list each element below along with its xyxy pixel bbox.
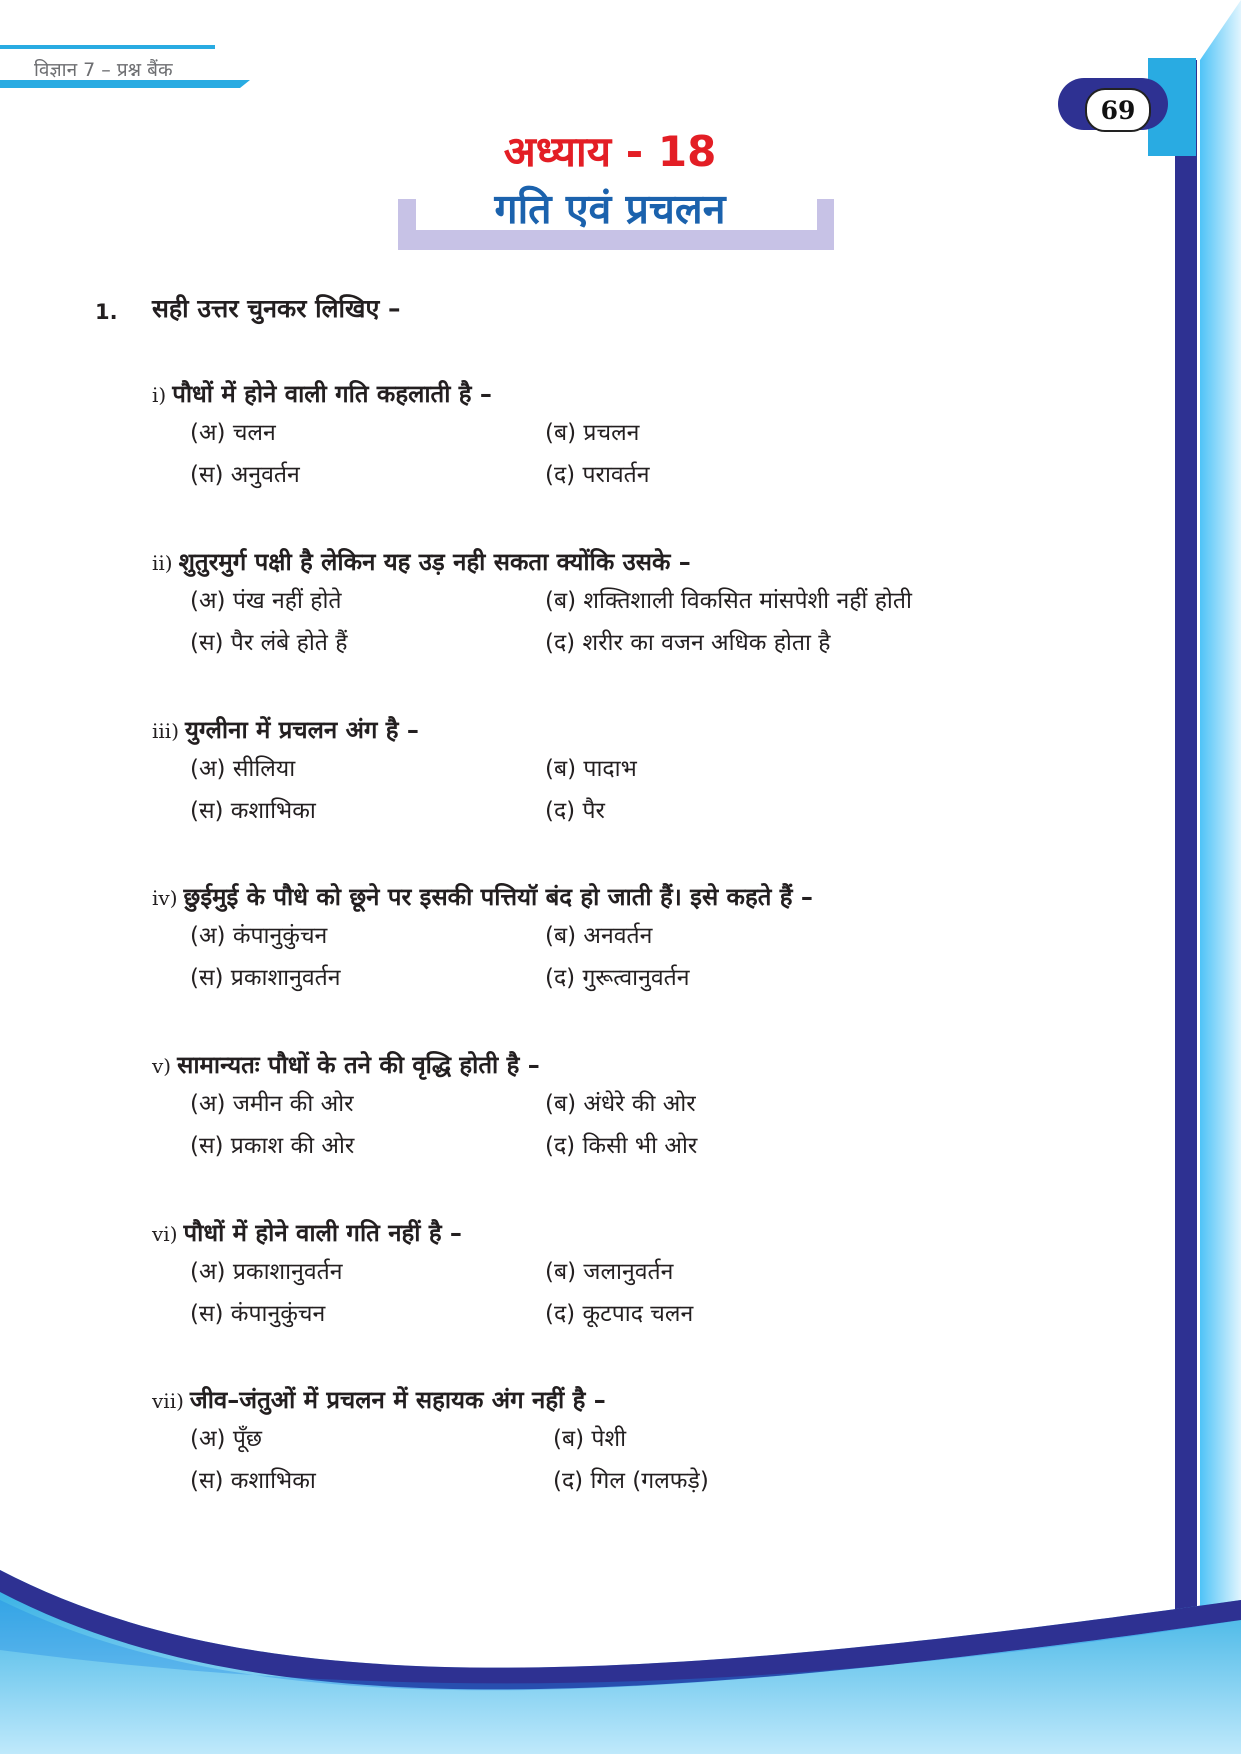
option-a: (अ) जमीन की ओर	[190, 1091, 354, 1117]
option-d: (द) गिल (गलफड़े)	[553, 1468, 709, 1494]
sub-question-5	[152, 1048, 1052, 1167]
option-a: (अ) चलन	[190, 420, 276, 446]
option-d: (द) परावर्तन	[545, 462, 650, 488]
option-d: (द) कूटपाद चलन	[545, 1301, 694, 1327]
option-d: (द) शरीर का वजन अधिक होता है	[545, 630, 831, 656]
page-number: 69	[1085, 88, 1151, 132]
option-c: (स) कशाभिका	[190, 798, 316, 824]
option-b: (ब) शक्तिशाली विकसित मांसपेशी नहीं होती	[545, 588, 912, 614]
option-c: (स) प्रकाशानुवर्तन	[190, 965, 341, 991]
sub-question-4	[152, 880, 1052, 999]
sub-question-stem: vi) पौधों में होने वाली गति नहीं है –	[152, 1219, 462, 1247]
sub-question-stem: vii) जीव–जंतुओं में प्रचलन में सहायक अंग नहीं है –	[152, 1386, 606, 1414]
option-c: (स) पैर लंबे होते हैं	[190, 630, 348, 656]
option-c: (स) कंपानुकुंचन	[190, 1301, 326, 1327]
option-c: (स) कशाभिका	[190, 1468, 316, 1494]
sub-question-stem: i) पौधों में होने वाली गति कहलाती है –	[152, 380, 492, 408]
option-a: (अ) पंख नहीं होते	[190, 588, 342, 614]
option-b: (ब) प्रचलन	[545, 420, 640, 446]
right-side-band	[1200, 0, 1241, 1754]
right-navy-bar	[1175, 60, 1197, 1620]
option-b: (ब) जलानुवर्तन	[545, 1259, 674, 1285]
bottom-wave-light	[0, 1570, 1241, 1754]
sub-question-stem: ii) शुतुरमुर्ग पक्षी है लेकिन यह उड़ नही सकता क्योंकि उसके –	[152, 548, 691, 576]
sub-question-stem: v) सामान्यतः पौधों के तने की वृद्धि होती है –	[152, 1051, 540, 1079]
sub-question-6	[152, 1216, 1052, 1335]
chapter-number: अध्याय - 18	[503, 127, 717, 176]
sub-question-2	[152, 545, 1052, 664]
sub-question-1	[152, 377, 1052, 496]
option-b: (ब) पादाभ	[545, 756, 637, 782]
option-a: (अ) कंपानुकुंचन	[190, 923, 328, 949]
option-b: (ब) अंधेरे की ओर	[545, 1091, 696, 1117]
chapter-title: गति एवं प्रचलन	[494, 185, 726, 233]
option-c: (स) प्रकाश की ओर	[190, 1133, 355, 1159]
option-a: (अ) पूँछ	[190, 1426, 263, 1452]
option-a: (अ) सीलिया	[190, 756, 296, 782]
option-d: (द) किसी भी ओर	[545, 1133, 698, 1159]
sub-question-3	[152, 713, 1052, 832]
option-d: (द) पैर	[545, 798, 605, 824]
option-d: (द) गुरूत्वानुवर्तन	[545, 965, 690, 991]
sub-question-stem: iv) छुईमुई के पौधे को छूने पर इसकी पत्तियॉ बंद हो जाती हैं। इसे कहते हैं –	[152, 883, 813, 911]
option-b: (ब) अनवर्तन	[545, 923, 653, 949]
header-book-label: विज्ञान 7 – प्रश्न बैंक	[34, 59, 173, 81]
option-a: (अ) प्रकाशानुवर्तन	[190, 1259, 343, 1285]
question-instruction: सही उत्तर चुनकर लिखिए –	[152, 294, 401, 323]
option-c: (स) अनुवर्तन	[190, 462, 300, 488]
question-number: 1.	[95, 300, 118, 324]
sub-question-stem: iii) युग्लीना में प्रचलन अंग है –	[152, 716, 419, 744]
sub-question-7	[152, 1383, 1052, 1502]
option-b: (ब) पेशी	[553, 1426, 627, 1452]
header-stripe-top	[0, 45, 215, 49]
